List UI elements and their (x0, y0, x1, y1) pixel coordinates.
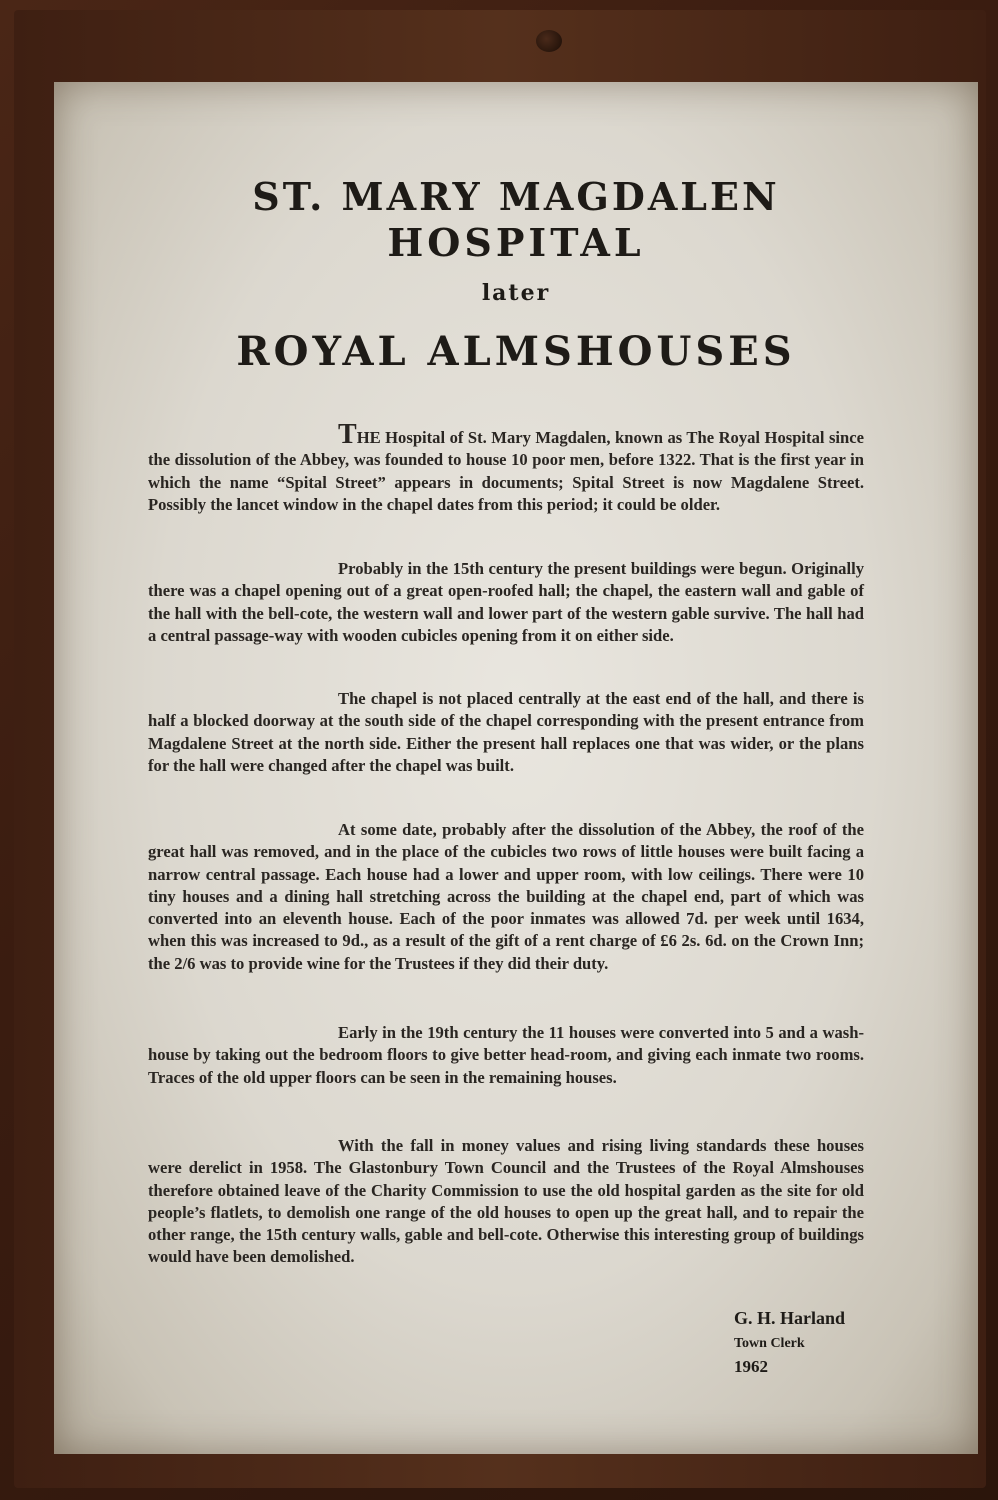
paragraph-6: With the fall in money values and rising living standards these houses were derelict in 1958. The Glastonbury Town Council and the Trustees of the Royal Almshouses therefore obtained leave of the Charity Commission to use the old hospital garden as the site for old people’s flatlets, to demolish one range of the old houses to open up the great hall, and to repair the other range, the 15th century walls, gable and bell-cote. Otherwise this interesting group of buildings would have been demolished. (148, 1136, 864, 1267)
nail-head (536, 30, 562, 52)
paragraph-1 (148, 419, 864, 516)
title-line-4: ROYAL ALMSHOUSES (236, 328, 796, 375)
paragraph-3: The chapel is not placed centrally at the east end of the hall, and there is half a blocked doorway at the south side of the chapel corresponding with the present entrance from Magdalene Street at the north side. Either the present hall replaces one that was wider, or the plans for the hall were changed after the chapel was built. (148, 689, 864, 775)
title-later: later (481, 280, 551, 306)
notice-paper (54, 82, 978, 1454)
drop-cap: T (338, 419, 357, 450)
paragraph-1-text: HE Hospital of St. Mary Magdalen, known as The Royal Hospital since the dissolution of the Abbey, was founded to house 10 poor men, before 1322. That is the first year in which the name “Spital Street” appears in documents; Spital Street is now Magdalene Street. Possibly the lancet window in the chapel dates from this period; it could be older. (148, 428, 864, 514)
title-line-1: ST. MARY MAGDALEN (252, 174, 780, 219)
title-line-2: HOSPITAL (387, 220, 645, 265)
paragraph-4: At some date, probably after the dissolution of the Abbey, the roof of the great hall was removed, and in the place of the cubicles two rows of little houses were built facing a narrow central passage. Each house had a lower and upper room, with low ceilings. There were 10 tiny houses and a dining hall stretching across the building at the chapel end, part of which was converted into an eleventh house. Each of the poor inmates was allowed 7d. per week until 1634, when this was increased to 9d., as a result of the gift of a rent charge of £6 2s. 6d. on the Crown Inn; the 2/6 was to provide wine for the Trustees if they did their duty. (148, 820, 864, 973)
signature-year: 1962 (734, 1357, 768, 1376)
paragraph-5: Early in the 19th century the 11 houses were converted into 5 and a wash-house by taking out the bedroom floors to give better head-room, and giving each inmate two rooms. Traces of the old upper floors can be seen in the remaining houses. (148, 1023, 864, 1087)
signature-name: G. H. Harland (734, 1308, 846, 1328)
signature-title: Town Clerk (734, 1336, 805, 1351)
paragraph-2: Probably in the 15th century the present buildings were begun. Originally there was a chapel opening out of a great open-roofed hall; the chapel, the eastern wall and gable of the hall with the bell-cote, the western wall and lower part of the western gable survive. The hall had a central passage-way with wooden cubicles opening from it on either side. (148, 559, 864, 645)
